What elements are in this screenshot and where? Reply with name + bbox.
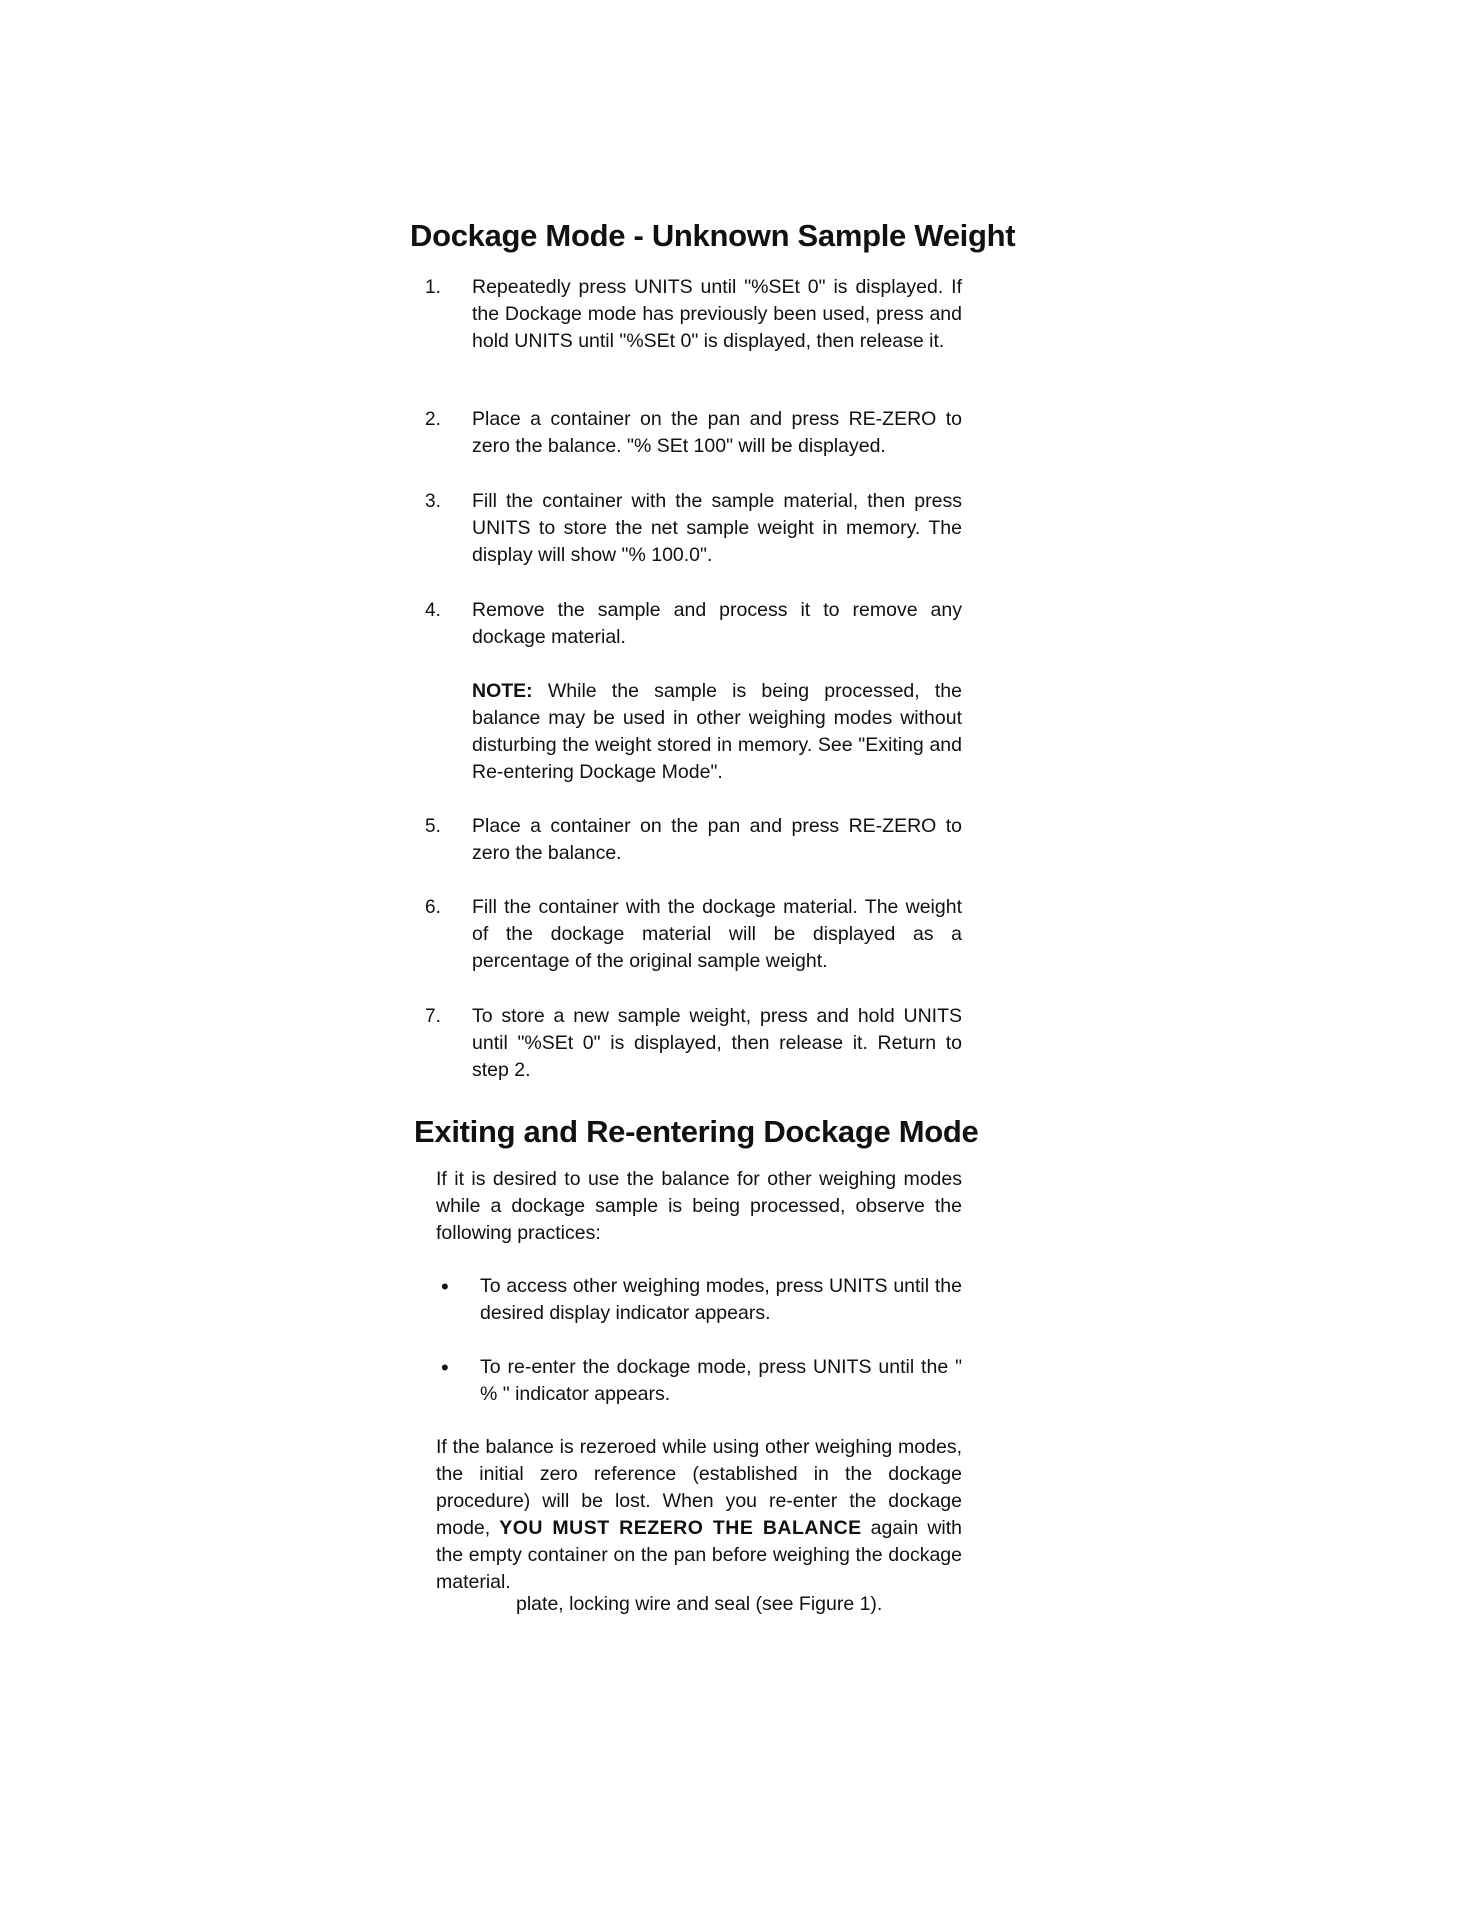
bullet-text: To re-enter the dockage mode, press UNITS until the " % " indicator appears. [480,1356,962,1405]
bullet-icon: • [441,1355,449,1380]
rezero-warning: YOU MUST REZERO THE BALANCE [499,1517,862,1539]
footer-fragment: plate, locking wire and seal (see Figure 1). [516,1593,883,1615]
section-title-exiting-reentering: Exiting and Re-entering Dockage Mode [414,1114,979,1149]
step-number: 2. [425,409,441,430]
step-number: 7. [425,1006,441,1027]
section-title-dockage-mode: Dockage Mode - Unknown Sample Weight [410,218,1016,253]
step-text: Repeatedly press UNITS until "%SEt 0" is displayed. If the Dockage mode has previously been used, press and hold UNITS until "%SEt 0" is displayed, then release it. [472,276,962,352]
step-number: 3. [425,491,441,512]
step-number: 6. [425,897,441,918]
step-text: Remove the sample and process it to remove any dockage material. [472,599,962,648]
step-text: To store a new sample weight, press and hold UNITS until "%SEt 0" is displayed, then release it. Return to step 2. [472,1005,962,1081]
step-text: Place a container on the pan and press RE-ZERO to zero the balance. "% SEt 100" will be displayed. [472,408,962,457]
note-label: NOTE: [472,680,533,702]
bullet-icon: • [441,1274,449,1299]
bullet-text: To access other weighing modes, press UNITS until the desired display indicator appears. [480,1275,962,1324]
closing-paragraph [436,1434,962,1596]
closing-text-before: If the balance is rezeroed while using other weighing modes, the initial zero reference (established in the dockage procedure) will be lost. When you re-enter the dockage mode, [436,1436,962,1539]
step-text: Fill the container with the sample material, then press UNITS to store the net sample weight in memory. The display will show "% 100.0". [472,490,962,566]
intro-paragraph: If it is desired to use the balance for other weighing modes while a dockage sample is being processed, observe the following practices: [436,1168,962,1244]
note-text: While the sample is being processed, the balance may be used in other weighing modes without disturbing the weight stored in memory. See "Exiting and Re-entering Dockage Mode". [472,680,962,783]
step-text: Place a container on the pan and press RE-ZERO to zero the balance. [472,815,962,864]
step-number: 5. [425,816,441,837]
step-text: Fill the container with the dockage material. The weight of the dockage material will be displayed as a percentage of the original sample weight. [472,896,962,972]
note-block [472,678,962,786]
step-number: 4. [425,600,441,621]
closing-text-after: again with the empty container on the pan before weighing the dockage material. [436,1517,963,1593]
step-number: 1. [425,277,441,298]
